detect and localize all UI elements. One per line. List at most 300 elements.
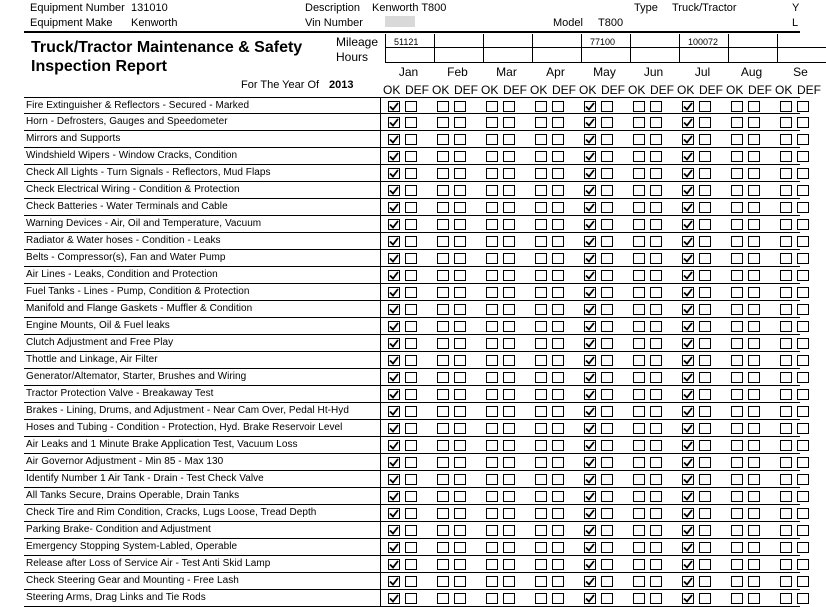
def-checkbox[interactable] [405, 355, 417, 366]
ok-checkbox[interactable] [388, 457, 400, 468]
def-checkbox[interactable] [748, 440, 760, 451]
ok-checkbox[interactable] [535, 287, 547, 298]
ok-checkbox[interactable] [486, 117, 498, 128]
ok-checkbox[interactable] [633, 168, 645, 179]
ok-checkbox[interactable] [388, 202, 400, 213]
ok-checkbox[interactable] [388, 236, 400, 247]
ok-checkbox[interactable] [682, 593, 694, 604]
ok-checkbox[interactable] [584, 440, 596, 451]
def-checkbox[interactable] [405, 372, 417, 383]
def-checkbox[interactable] [454, 338, 466, 349]
ok-checkbox[interactable] [731, 423, 743, 434]
def-checkbox[interactable] [699, 576, 711, 587]
def-checkbox[interactable] [601, 576, 613, 587]
def-checkbox[interactable] [503, 101, 515, 112]
ok-checkbox[interactable] [682, 440, 694, 451]
ok-checkbox[interactable] [584, 253, 596, 264]
def-checkbox[interactable] [601, 440, 613, 451]
def-checkbox[interactable] [699, 253, 711, 264]
def-checkbox[interactable] [748, 101, 760, 112]
def-checkbox[interactable] [797, 576, 809, 587]
def-checkbox[interactable] [405, 202, 417, 213]
ok-checkbox[interactable] [780, 304, 792, 315]
def-checkbox[interactable] [650, 270, 662, 281]
def-checkbox[interactable] [503, 508, 515, 519]
def-checkbox[interactable] [797, 304, 809, 315]
ok-checkbox[interactable] [388, 355, 400, 366]
def-checkbox[interactable] [503, 542, 515, 553]
def-checkbox[interactable] [748, 287, 760, 298]
ok-checkbox[interactable] [731, 185, 743, 196]
def-checkbox[interactable] [797, 338, 809, 349]
def-checkbox[interactable] [650, 185, 662, 196]
ok-checkbox[interactable] [584, 287, 596, 298]
ok-checkbox[interactable] [780, 219, 792, 230]
def-checkbox[interactable] [748, 236, 760, 247]
def-checkbox[interactable] [552, 440, 564, 451]
ok-checkbox[interactable] [535, 304, 547, 315]
def-checkbox[interactable] [454, 321, 466, 332]
def-checkbox[interactable] [650, 593, 662, 604]
ok-checkbox[interactable] [780, 576, 792, 587]
ok-checkbox[interactable] [584, 491, 596, 502]
def-checkbox[interactable] [748, 542, 760, 553]
ok-checkbox[interactable] [437, 236, 449, 247]
ok-checkbox[interactable] [780, 355, 792, 366]
ok-checkbox[interactable] [682, 474, 694, 485]
ok-checkbox[interactable] [633, 355, 645, 366]
ok-checkbox[interactable] [682, 389, 694, 400]
def-checkbox[interactable] [699, 304, 711, 315]
def-checkbox[interactable] [650, 508, 662, 519]
def-checkbox[interactable] [601, 406, 613, 417]
ok-checkbox[interactable] [633, 134, 645, 145]
ok-checkbox[interactable] [584, 389, 596, 400]
ok-checkbox[interactable] [780, 440, 792, 451]
def-checkbox[interactable] [699, 372, 711, 383]
def-checkbox[interactable] [650, 321, 662, 332]
def-checkbox[interactable] [748, 576, 760, 587]
def-checkbox[interactable] [748, 134, 760, 145]
ok-checkbox[interactable] [437, 440, 449, 451]
ok-checkbox[interactable] [535, 151, 547, 162]
def-checkbox[interactable] [552, 202, 564, 213]
def-checkbox[interactable] [503, 219, 515, 230]
ok-checkbox[interactable] [633, 525, 645, 536]
ok-checkbox[interactable] [535, 236, 547, 247]
def-checkbox[interactable] [503, 304, 515, 315]
ok-checkbox[interactable] [731, 101, 743, 112]
def-checkbox[interactable] [503, 355, 515, 366]
ok-checkbox[interactable] [388, 219, 400, 230]
def-checkbox[interactable] [405, 593, 417, 604]
def-checkbox[interactable] [699, 491, 711, 502]
def-checkbox[interactable] [650, 101, 662, 112]
ok-checkbox[interactable] [486, 321, 498, 332]
ok-checkbox[interactable] [682, 576, 694, 587]
ok-checkbox[interactable] [437, 559, 449, 570]
ok-checkbox[interactable] [633, 542, 645, 553]
ok-checkbox[interactable] [535, 270, 547, 281]
ok-checkbox[interactable] [535, 508, 547, 519]
def-checkbox[interactable] [503, 457, 515, 468]
def-checkbox[interactable] [601, 270, 613, 281]
ok-checkbox[interactable] [486, 474, 498, 485]
ok-checkbox[interactable] [633, 287, 645, 298]
def-checkbox[interactable] [650, 372, 662, 383]
ok-checkbox[interactable] [388, 101, 400, 112]
def-checkbox[interactable] [797, 117, 809, 128]
ok-checkbox[interactable] [388, 270, 400, 281]
ok-checkbox[interactable] [780, 236, 792, 247]
ok-checkbox[interactable] [731, 355, 743, 366]
ok-checkbox[interactable] [731, 440, 743, 451]
ok-checkbox[interactable] [633, 202, 645, 213]
def-checkbox[interactable] [650, 151, 662, 162]
ok-checkbox[interactable] [535, 389, 547, 400]
def-checkbox[interactable] [797, 389, 809, 400]
def-checkbox[interactable] [601, 151, 613, 162]
ok-checkbox[interactable] [535, 474, 547, 485]
def-checkbox[interactable] [552, 355, 564, 366]
def-checkbox[interactable] [503, 270, 515, 281]
ok-checkbox[interactable] [731, 253, 743, 264]
ok-checkbox[interactable] [780, 321, 792, 332]
def-checkbox[interactable] [552, 338, 564, 349]
def-checkbox[interactable] [699, 270, 711, 281]
ok-checkbox[interactable] [584, 185, 596, 196]
ok-checkbox[interactable] [633, 491, 645, 502]
ok-checkbox[interactable] [388, 253, 400, 264]
def-checkbox[interactable] [699, 287, 711, 298]
def-checkbox[interactable] [454, 151, 466, 162]
def-checkbox[interactable] [552, 542, 564, 553]
def-checkbox[interactable] [552, 185, 564, 196]
def-checkbox[interactable] [552, 236, 564, 247]
ok-checkbox[interactable] [584, 508, 596, 519]
ok-checkbox[interactable] [437, 270, 449, 281]
ok-checkbox[interactable] [584, 372, 596, 383]
def-checkbox[interactable] [405, 338, 417, 349]
ok-checkbox[interactable] [633, 185, 645, 196]
def-checkbox[interactable] [454, 304, 466, 315]
def-checkbox[interactable] [797, 168, 809, 179]
ok-checkbox[interactable] [437, 185, 449, 196]
ok-checkbox[interactable] [633, 101, 645, 112]
def-checkbox[interactable] [748, 304, 760, 315]
def-checkbox[interactable] [601, 423, 613, 434]
def-checkbox[interactable] [601, 491, 613, 502]
ok-checkbox[interactable] [584, 236, 596, 247]
ok-checkbox[interactable] [633, 576, 645, 587]
def-checkbox[interactable] [650, 304, 662, 315]
def-checkbox[interactable] [503, 151, 515, 162]
ok-checkbox[interactable] [731, 542, 743, 553]
ok-checkbox[interactable] [780, 202, 792, 213]
ok-checkbox[interactable] [486, 559, 498, 570]
ok-checkbox[interactable] [535, 168, 547, 179]
ok-checkbox[interactable] [780, 542, 792, 553]
def-checkbox[interactable] [699, 423, 711, 434]
def-checkbox[interactable] [405, 185, 417, 196]
ok-checkbox[interactable] [731, 117, 743, 128]
ok-checkbox[interactable] [780, 117, 792, 128]
ok-checkbox[interactable] [486, 525, 498, 536]
ok-checkbox[interactable] [584, 542, 596, 553]
ok-checkbox[interactable] [437, 406, 449, 417]
ok-checkbox[interactable] [731, 593, 743, 604]
ok-checkbox[interactable] [486, 440, 498, 451]
def-checkbox[interactable] [552, 593, 564, 604]
ok-checkbox[interactable] [682, 423, 694, 434]
def-checkbox[interactable] [699, 474, 711, 485]
def-checkbox[interactable] [454, 185, 466, 196]
def-checkbox[interactable] [503, 576, 515, 587]
def-checkbox[interactable] [601, 168, 613, 179]
ok-checkbox[interactable] [388, 287, 400, 298]
ok-checkbox[interactable] [780, 134, 792, 145]
def-checkbox[interactable] [503, 202, 515, 213]
def-checkbox[interactable] [748, 168, 760, 179]
ok-checkbox[interactable] [535, 202, 547, 213]
def-checkbox[interactable] [748, 372, 760, 383]
def-checkbox[interactable] [405, 457, 417, 468]
ok-checkbox[interactable] [780, 406, 792, 417]
ok-checkbox[interactable] [535, 372, 547, 383]
ok-checkbox[interactable] [780, 593, 792, 604]
ok-checkbox[interactable] [682, 355, 694, 366]
def-checkbox[interactable] [454, 525, 466, 536]
def-checkbox[interactable] [650, 457, 662, 468]
ok-checkbox[interactable] [731, 219, 743, 230]
ok-checkbox[interactable] [388, 185, 400, 196]
ok-checkbox[interactable] [780, 185, 792, 196]
ok-checkbox[interactable] [388, 474, 400, 485]
def-checkbox[interactable] [650, 542, 662, 553]
def-checkbox[interactable] [797, 440, 809, 451]
ok-checkbox[interactable] [682, 542, 694, 553]
ok-checkbox[interactable] [633, 457, 645, 468]
def-checkbox[interactable] [748, 593, 760, 604]
def-checkbox[interactable] [552, 491, 564, 502]
ok-checkbox[interactable] [780, 253, 792, 264]
ok-checkbox[interactable] [486, 389, 498, 400]
def-checkbox[interactable] [601, 101, 613, 112]
ok-checkbox[interactable] [584, 423, 596, 434]
ok-checkbox[interactable] [584, 202, 596, 213]
def-checkbox[interactable] [797, 134, 809, 145]
def-checkbox[interactable] [699, 101, 711, 112]
def-checkbox[interactable] [405, 576, 417, 587]
def-checkbox[interactable] [405, 287, 417, 298]
def-checkbox[interactable] [650, 440, 662, 451]
def-checkbox[interactable] [699, 440, 711, 451]
ok-checkbox[interactable] [486, 406, 498, 417]
def-checkbox[interactable] [552, 389, 564, 400]
ok-checkbox[interactable] [486, 491, 498, 502]
def-checkbox[interactable] [699, 406, 711, 417]
def-checkbox[interactable] [699, 508, 711, 519]
ok-checkbox[interactable] [731, 287, 743, 298]
ok-checkbox[interactable] [388, 321, 400, 332]
ok-checkbox[interactable] [682, 321, 694, 332]
def-checkbox[interactable] [650, 253, 662, 264]
def-checkbox[interactable] [405, 406, 417, 417]
ok-checkbox[interactable] [388, 491, 400, 502]
ok-checkbox[interactable] [633, 338, 645, 349]
def-checkbox[interactable] [699, 117, 711, 128]
def-checkbox[interactable] [601, 542, 613, 553]
def-checkbox[interactable] [552, 474, 564, 485]
ok-checkbox[interactable] [388, 151, 400, 162]
ok-checkbox[interactable] [437, 474, 449, 485]
ok-checkbox[interactable] [731, 202, 743, 213]
ok-checkbox[interactable] [780, 423, 792, 434]
ok-checkbox[interactable] [535, 101, 547, 112]
def-checkbox[interactable] [454, 593, 466, 604]
def-checkbox[interactable] [748, 355, 760, 366]
ok-checkbox[interactable] [388, 389, 400, 400]
def-checkbox[interactable] [797, 287, 809, 298]
def-checkbox[interactable] [650, 491, 662, 502]
ok-checkbox[interactable] [388, 117, 400, 128]
def-checkbox[interactable] [552, 508, 564, 519]
def-checkbox[interactable] [650, 117, 662, 128]
ok-checkbox[interactable] [535, 219, 547, 230]
ok-checkbox[interactable] [584, 355, 596, 366]
def-checkbox[interactable] [552, 457, 564, 468]
ok-checkbox[interactable] [682, 525, 694, 536]
def-checkbox[interactable] [503, 338, 515, 349]
def-checkbox[interactable] [699, 219, 711, 230]
ok-checkbox[interactable] [780, 270, 792, 281]
ok-checkbox[interactable] [780, 389, 792, 400]
def-checkbox[interactable] [503, 559, 515, 570]
def-checkbox[interactable] [454, 270, 466, 281]
ok-checkbox[interactable] [437, 593, 449, 604]
ok-checkbox[interactable] [633, 236, 645, 247]
def-checkbox[interactable] [650, 525, 662, 536]
def-checkbox[interactable] [797, 101, 809, 112]
def-checkbox[interactable] [405, 321, 417, 332]
ok-checkbox[interactable] [633, 321, 645, 332]
ok-checkbox[interactable] [535, 542, 547, 553]
ok-checkbox[interactable] [535, 355, 547, 366]
ok-checkbox[interactable] [584, 219, 596, 230]
ok-checkbox[interactable] [388, 559, 400, 570]
ok-checkbox[interactable] [682, 134, 694, 145]
def-checkbox[interactable] [552, 117, 564, 128]
def-checkbox[interactable] [748, 202, 760, 213]
def-checkbox[interactable] [454, 576, 466, 587]
def-checkbox[interactable] [601, 525, 613, 536]
def-checkbox[interactable] [503, 491, 515, 502]
def-checkbox[interactable] [454, 236, 466, 247]
ok-checkbox[interactable] [731, 389, 743, 400]
ok-checkbox[interactable] [437, 304, 449, 315]
def-checkbox[interactable] [552, 287, 564, 298]
def-checkbox[interactable] [503, 117, 515, 128]
def-checkbox[interactable] [650, 338, 662, 349]
def-checkbox[interactable] [552, 525, 564, 536]
ok-checkbox[interactable] [584, 270, 596, 281]
def-checkbox[interactable] [699, 134, 711, 145]
def-checkbox[interactable] [552, 423, 564, 434]
def-checkbox[interactable] [405, 440, 417, 451]
ok-checkbox[interactable] [486, 202, 498, 213]
def-checkbox[interactable] [552, 372, 564, 383]
def-checkbox[interactable] [748, 185, 760, 196]
def-checkbox[interactable] [405, 389, 417, 400]
ok-checkbox[interactable] [535, 406, 547, 417]
def-checkbox[interactable] [748, 253, 760, 264]
ok-checkbox[interactable] [584, 474, 596, 485]
ok-checkbox[interactable] [780, 101, 792, 112]
ok-checkbox[interactable] [731, 304, 743, 315]
ok-checkbox[interactable] [780, 168, 792, 179]
ok-checkbox[interactable] [486, 508, 498, 519]
ok-checkbox[interactable] [437, 134, 449, 145]
def-checkbox[interactable] [503, 423, 515, 434]
def-checkbox[interactable] [650, 576, 662, 587]
ok-checkbox[interactable] [437, 287, 449, 298]
ok-checkbox[interactable] [437, 525, 449, 536]
ok-checkbox[interactable] [535, 440, 547, 451]
def-checkbox[interactable] [405, 559, 417, 570]
def-checkbox[interactable] [797, 270, 809, 281]
def-checkbox[interactable] [601, 355, 613, 366]
ok-checkbox[interactable] [780, 372, 792, 383]
def-checkbox[interactable] [454, 134, 466, 145]
def-checkbox[interactable] [503, 593, 515, 604]
def-checkbox[interactable] [503, 525, 515, 536]
ok-checkbox[interactable] [633, 270, 645, 281]
ok-checkbox[interactable] [682, 559, 694, 570]
ok-checkbox[interactable] [633, 440, 645, 451]
ok-checkbox[interactable] [584, 321, 596, 332]
ok-checkbox[interactable] [633, 253, 645, 264]
ok-checkbox[interactable] [682, 338, 694, 349]
ok-checkbox[interactable] [535, 491, 547, 502]
ok-checkbox[interactable] [388, 423, 400, 434]
def-checkbox[interactable] [552, 151, 564, 162]
ok-checkbox[interactable] [486, 287, 498, 298]
ok-checkbox[interactable] [584, 151, 596, 162]
ok-checkbox[interactable] [731, 491, 743, 502]
def-checkbox[interactable] [601, 389, 613, 400]
ok-checkbox[interactable] [633, 151, 645, 162]
ok-checkbox[interactable] [682, 508, 694, 519]
ok-checkbox[interactable] [682, 372, 694, 383]
def-checkbox[interactable] [797, 406, 809, 417]
def-checkbox[interactable] [503, 440, 515, 451]
def-checkbox[interactable] [552, 559, 564, 570]
def-checkbox[interactable] [601, 474, 613, 485]
ok-checkbox[interactable] [780, 491, 792, 502]
def-checkbox[interactable] [454, 440, 466, 451]
def-checkbox[interactable] [797, 474, 809, 485]
ok-checkbox[interactable] [780, 338, 792, 349]
def-checkbox[interactable] [405, 134, 417, 145]
def-checkbox[interactable] [454, 355, 466, 366]
def-checkbox[interactable] [454, 287, 466, 298]
def-checkbox[interactable] [552, 304, 564, 315]
def-checkbox[interactable] [454, 508, 466, 519]
ok-checkbox[interactable] [437, 117, 449, 128]
ok-checkbox[interactable] [486, 185, 498, 196]
def-checkbox[interactable] [650, 236, 662, 247]
ok-checkbox[interactable] [731, 168, 743, 179]
